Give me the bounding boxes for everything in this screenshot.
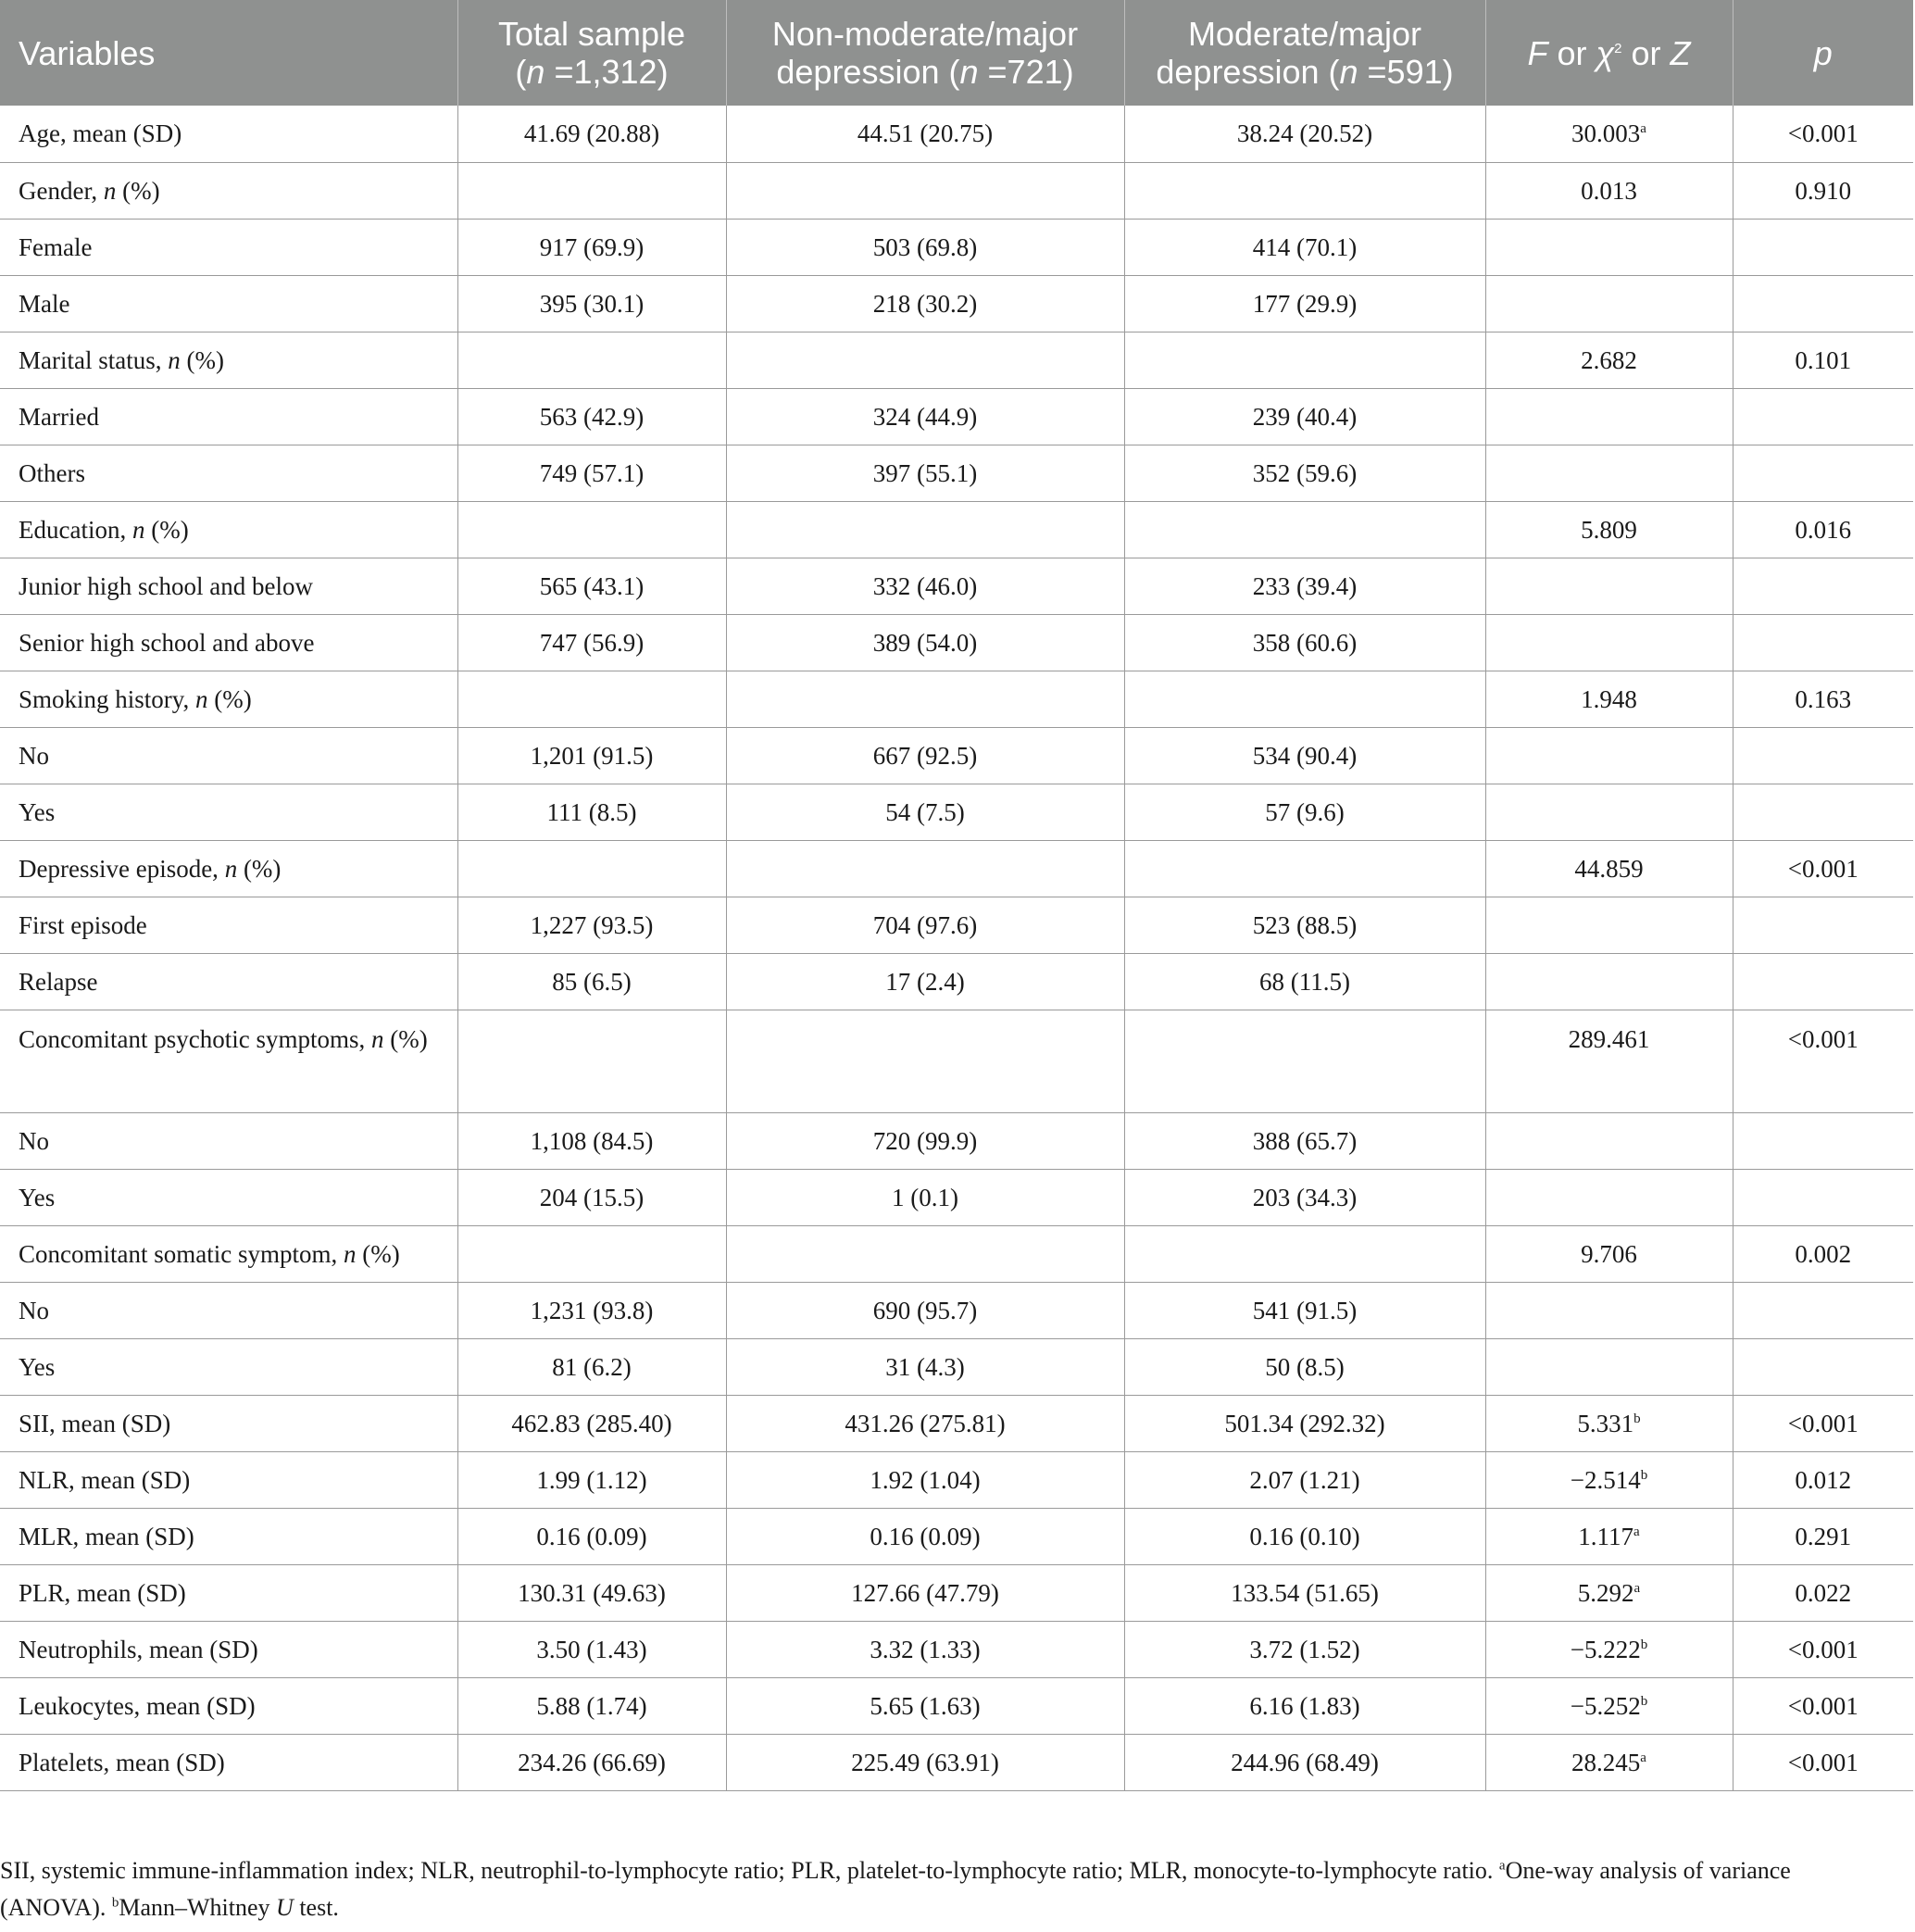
cell-p-value: <0.001 [1733,840,1913,897]
table-row [0,784,1913,840]
cell-total: 395 (30.1) [457,275,726,332]
cell-statistic [1485,1282,1733,1338]
cell-moderate [1124,332,1485,388]
cell-nonmoderate: 332 (46.0) [726,558,1124,614]
row-label: Depressive episode, n (%) [0,840,457,897]
cell-p-value [1733,1169,1913,1225]
cell-moderate: 244.96 (68.49) [1124,1734,1485,1790]
row-label: Yes [0,784,457,840]
cell-statistic: −5.222$^b$ [1485,1621,1733,1677]
table-row [0,162,1913,219]
table-row [0,1677,1913,1734]
cell-moderate: 68 (11.5) [1124,953,1485,1010]
cell-moderate: 57 (9.6) [1124,784,1485,840]
table-row [0,1225,1913,1282]
cell-total: 130.31 (49.63) [457,1564,726,1621]
cell-moderate: 352 (59.6) [1124,445,1485,501]
table-row [0,897,1913,953]
cell-statistic [1485,558,1733,614]
row-label: SII, mean (SD) [0,1395,457,1451]
table-row [0,558,1913,614]
cell-total [457,332,726,388]
cell-nonmoderate: 690 (95.7) [726,1282,1124,1338]
row-label: Smoking history, n (%) [0,671,457,727]
cell-p-value [1733,219,1913,275]
row-label: Male [0,275,457,332]
table-row [0,1112,1913,1169]
cell-p-value: 0.022 [1733,1564,1913,1621]
table-row [0,840,1913,897]
cell-statistic: 9.706 [1485,1225,1733,1282]
cell-total: 563 (42.9) [457,388,726,445]
cell-statistic [1485,1169,1733,1225]
cell-total: 747 (56.9) [457,614,726,671]
row-label: Others [0,445,457,501]
cell-p-value [1733,784,1913,840]
cell-moderate: 534 (90.4) [1124,727,1485,784]
cell-nonmoderate: 324 (44.9) [726,388,1124,445]
cell-nonmoderate: 218 (30.2) [726,275,1124,332]
cell-total: 111 (8.5) [457,784,726,840]
table-body [0,106,1913,1790]
row-label: First episode [0,897,457,953]
cell-moderate: 133.54 (51.65) [1124,1564,1485,1621]
cell-nonmoderate: 503 (69.8) [726,219,1124,275]
cell-p-value [1733,1338,1913,1395]
cell-moderate: 501.34 (292.32) [1124,1395,1485,1451]
table-row [0,445,1913,501]
cell-statistic: 5.331$^b$ [1485,1395,1733,1451]
table-row [0,106,1913,162]
cell-statistic: 28.245$^a$ [1485,1734,1733,1790]
cell-total: 1,201 (91.5) [457,727,726,784]
cell-statistic: 1.117$^a$ [1485,1508,1733,1564]
row-label: Senior high school and above [0,614,457,671]
cell-nonmoderate: 397 (55.1) [726,445,1124,501]
cell-moderate: 358 (60.6) [1124,614,1485,671]
cell-p-value: <0.001 [1733,1734,1913,1790]
table-row [0,1508,1913,1564]
cell-moderate [1124,1010,1485,1112]
cell-statistic: 5.292$^a$ [1485,1564,1733,1621]
cell-statistic [1485,445,1733,501]
cell-moderate [1124,162,1485,219]
table-row [0,275,1913,332]
cell-total: 462.83 (285.40) [457,1395,726,1451]
cell-moderate: 414 (70.1) [1124,219,1485,275]
cell-p-value [1733,897,1913,953]
cell-total: 1,108 (84.5) [457,1112,726,1169]
row-label: Yes [0,1338,457,1395]
row-label: Leukocytes, mean (SD) [0,1677,457,1734]
cell-p-value [1733,558,1913,614]
cell-nonmoderate: 667 (92.5) [726,727,1124,784]
cell-nonmoderate [726,162,1124,219]
cell-total: 1,227 (93.5) [457,897,726,953]
cell-total: 0.16 (0.09) [457,1508,726,1564]
cell-moderate: 203 (34.3) [1124,1169,1485,1225]
row-label: No [0,1282,457,1338]
cell-statistic: 1.948 [1485,671,1733,727]
cell-p-value: 0.012 [1733,1451,1913,1508]
cell-moderate: 233 (39.4) [1124,558,1485,614]
cell-p-value [1733,275,1913,332]
cell-moderate: 523 (88.5) [1124,897,1485,953]
table-row [0,1564,1913,1621]
row-label: Junior high school and below [0,558,457,614]
cell-statistic [1485,1112,1733,1169]
row-label: Relapse [0,953,457,1010]
col-header-total: Total sample (n =1,312) [457,0,726,106]
table-row [0,614,1913,671]
table-row [0,388,1913,445]
col-header-p: p [1733,0,1913,106]
table-row [0,1734,1913,1790]
cell-moderate [1124,1225,1485,1282]
cell-nonmoderate [726,1225,1124,1282]
table-row [0,501,1913,558]
cell-nonmoderate: 1.92 (1.04) [726,1451,1124,1508]
cell-moderate: 6.16 (1.83) [1124,1677,1485,1734]
row-label: Yes [0,1169,457,1225]
cell-total: 5.88 (1.74) [457,1677,726,1734]
cell-total: 565 (43.1) [457,558,726,614]
row-label: No [0,727,457,784]
cell-moderate [1124,671,1485,727]
row-label: Marital status, n (%) [0,332,457,388]
row-label: Age, mean (SD) [0,106,457,162]
cell-moderate: 2.07 (1.21) [1124,1451,1485,1508]
cell-statistic: −2.514$^b$ [1485,1451,1733,1508]
cell-total [457,1225,726,1282]
cell-nonmoderate: 0.16 (0.09) [726,1508,1124,1564]
cell-total: 81 (6.2) [457,1338,726,1395]
cell-nonmoderate [726,840,1124,897]
cell-nonmoderate: 704 (97.6) [726,897,1124,953]
cell-total: 749 (57.1) [457,445,726,501]
cell-p-value [1733,953,1913,1010]
cell-p-value: 0.101 [1733,332,1913,388]
row-label: Neutrophils, mean (SD) [0,1621,457,1677]
cell-total: 1.99 (1.12) [457,1451,726,1508]
table-row [0,1010,1913,1112]
cell-nonmoderate: 44.51 (20.75) [726,106,1124,162]
cell-statistic: 5.809 [1485,501,1733,558]
row-label: Gender, n (%) [0,162,457,219]
cell-nonmoderate: 54 (7.5) [726,784,1124,840]
cell-statistic [1485,953,1733,1010]
table-footnote: SII, systemic immune-inflammation index; NLR, neutrophil-to-lymphocyte ratio; PLR, platelet-to-lymphocyte ratio; MLR, monocyte-to-lymphocyte ratio. $^a$One-way analysis of variance (ANOVA). $^b$Mann–Whitney U test. [0,1857,1791,1921]
cell-statistic [1485,275,1733,332]
cell-p-value: <0.001 [1733,1621,1913,1677]
cell-statistic [1485,897,1733,953]
cell-moderate: 177 (29.9) [1124,275,1485,332]
cell-nonmoderate: 720 (99.9) [726,1112,1124,1169]
cell-total [457,840,726,897]
cell-moderate: 3.72 (1.52) [1124,1621,1485,1677]
cell-p-value: 0.291 [1733,1508,1913,1564]
row-label: Female [0,219,457,275]
cell-statistic: 44.859 [1485,840,1733,897]
cell-moderate [1124,501,1485,558]
cell-statistic: 0.013 [1485,162,1733,219]
cell-p-value [1733,1112,1913,1169]
cell-nonmoderate: 1 (0.1) [726,1169,1124,1225]
cell-p-value [1733,1282,1913,1338]
cell-total [457,501,726,558]
cell-moderate: 239 (40.4) [1124,388,1485,445]
cell-nonmoderate [726,671,1124,727]
row-label: NLR, mean (SD) [0,1451,457,1508]
table-row [0,1395,1913,1451]
cell-p-value [1733,727,1913,784]
cell-statistic: 30.003$^a$ [1485,106,1733,162]
row-label: Concomitant somatic symptom, n (%) [0,1225,457,1282]
cell-nonmoderate: 225.49 (63.91) [726,1734,1124,1790]
table-row [0,1282,1913,1338]
cell-nonmoderate: 389 (54.0) [726,614,1124,671]
cell-total: 1,231 (93.8) [457,1282,726,1338]
header-row [0,0,1913,106]
cell-nonmoderate: 5.65 (1.63) [726,1677,1124,1734]
cell-statistic: −5.252$^b$ [1485,1677,1733,1734]
cell-nonmoderate: 3.32 (1.33) [726,1621,1124,1677]
table-row [0,1169,1913,1225]
table-row [0,727,1913,784]
table-row [0,219,1913,275]
cell-p-value: 0.163 [1733,671,1913,727]
cell-nonmoderate [726,332,1124,388]
cell-p-value: 0.016 [1733,501,1913,558]
col-header-statistic: F or $\chi^2$ or Z [1485,0,1733,106]
table-row [0,953,1913,1010]
cell-statistic [1485,614,1733,671]
table-row [0,671,1913,727]
table-row [0,332,1913,388]
cell-total [457,1010,726,1112]
cell-total: 41.69 (20.88) [457,106,726,162]
cell-p-value: <0.001 [1733,1395,1913,1451]
cell-statistic [1485,1338,1733,1395]
col-header-moderate: Moderate/major depression (n =591) [1124,0,1485,106]
table-row [0,1621,1913,1677]
cell-nonmoderate: 31 (4.3) [726,1338,1124,1395]
cell-total: 234.26 (66.69) [457,1734,726,1790]
cell-p-value: 0.910 [1733,162,1913,219]
cell-moderate: 388 (65.7) [1124,1112,1485,1169]
cell-moderate: 541 (91.5) [1124,1282,1485,1338]
cell-nonmoderate: 17 (2.4) [726,953,1124,1010]
cell-moderate: 0.16 (0.10) [1124,1508,1485,1564]
cell-statistic: 289.461 [1485,1010,1733,1112]
cell-total: 3.50 (1.43) [457,1621,726,1677]
cell-nonmoderate [726,1010,1124,1112]
cell-total: 204 (15.5) [457,1169,726,1225]
cell-statistic [1485,784,1733,840]
cell-p-value [1733,614,1913,671]
row-label: Education, n (%) [0,501,457,558]
cell-total [457,671,726,727]
row-label: Concomitant psychotic symptoms, n (%) [0,1010,457,1112]
cell-statistic [1485,727,1733,784]
cell-statistic [1485,388,1733,445]
cell-p-value: 0.002 [1733,1225,1913,1282]
cell-moderate: 38.24 (20.52) [1124,106,1485,162]
cell-p-value: <0.001 [1733,1010,1913,1112]
row-label: PLR, mean (SD) [0,1564,457,1621]
cell-nonmoderate [726,501,1124,558]
col-header-variables: Variables [0,0,457,106]
cell-statistic [1485,219,1733,275]
cell-total [457,162,726,219]
cell-total: 917 (69.9) [457,219,726,275]
cell-p-value: <0.001 [1733,106,1913,162]
table-row [0,1451,1913,1508]
cell-moderate: 50 (8.5) [1124,1338,1485,1395]
cell-p-value [1733,388,1913,445]
cell-moderate [1124,840,1485,897]
cell-p-value: <0.001 [1733,1677,1913,1734]
cell-nonmoderate: 431.26 (275.81) [726,1395,1124,1451]
cell-total: 85 (6.5) [457,953,726,1010]
row-label: Platelets, mean (SD) [0,1734,457,1790]
cell-statistic: 2.682 [1485,332,1733,388]
table-row [0,1338,1913,1395]
col-header-nonmoderate: Non-moderate/major depression (n =721) [726,0,1124,106]
row-label: MLR, mean (SD) [0,1508,457,1564]
row-label: Married [0,388,457,445]
row-label: No [0,1112,457,1169]
cell-p-value [1733,445,1913,501]
cell-nonmoderate: 127.66 (47.79) [726,1564,1124,1621]
